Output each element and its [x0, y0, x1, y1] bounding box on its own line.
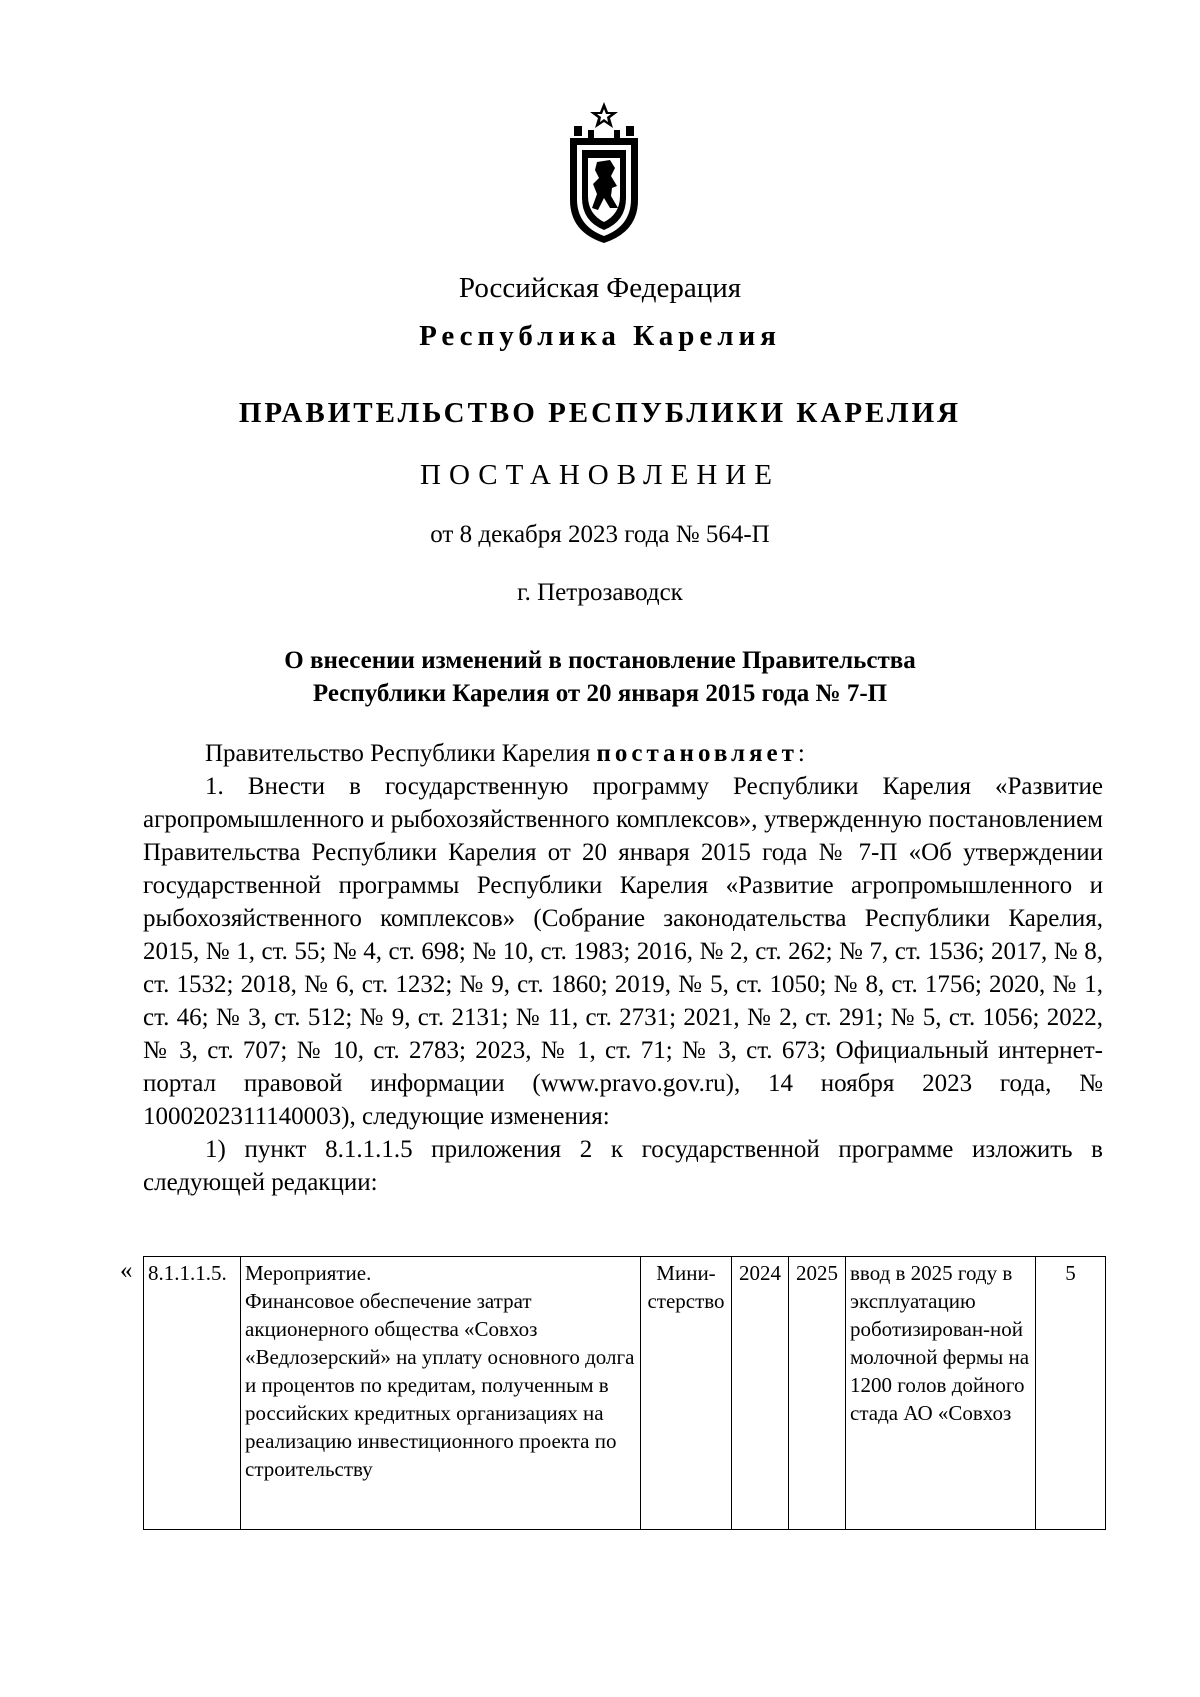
government-name: ПРАВИТЕЛЬСТВО РЕСПУБЛИКИ КАРЕЛИЯ [238, 397, 962, 429]
country-name: Российская Федерация [458, 272, 742, 304]
document-city: г. Петрозаводск [517, 579, 683, 606]
karelia-coat-of-arms-icon [566, 100, 642, 245]
item-1-paragraph: 1. Внести в государственную программу Республики Карелия «Развитие агропромышленного и рыбохозяйственного комплексов», утвержденную постановлением Правительства Республики Карелия от 20 января 2015 года № 7-П «Об утверждении государственной программы Республики Карелия «Развитие агропромышленного и рыбохозяйственного комплексов» (Собрание законодательства Республики Карелия, 2015, № 1, ст. 55; № 4, ст. 698; № 10, ст. 1983; 2016, № 2, ст. 262; № 7, ст. 1536; 2017, № 8, ст. 1532; 2018, № 6, ст. 1232; № 9, ст. 1860; 2019, № 5, ст. 1050; № 8, ст. 1756; 2020, № 1, ст. 46; № 3, ст. 512; № 9, ст. 2131; № 11, ст. 2731; 2021, № 2, ст. 291; № 5, ст. 1056; 2022, № 3, ст. 707; № 10, ст. 2783; 2023, № 1, ст. 71; № 3, ст. 673; Официальный интернет-портал правовой информации (www.pravo.gov.ru), 14 ноября 2023 года, № 1000202311140003), следующие изменения: [143, 773, 1103, 1130]
cell-year-start: 2024 [732, 1257, 789, 1530]
document-subject [0, 644, 1200, 710]
document-date-number: от 8 декабря 2023 года № 564-П [430, 521, 770, 548]
program-items-table [143, 1256, 1106, 1530]
table-open-quote: « [120, 1257, 133, 1284]
cell-executor [641, 1257, 732, 1530]
cell-item-number: 8.1.1.1.5. [144, 1257, 241, 1530]
description-text: Финансовое обеспечение затрат акционерного общества «Совхоз «Ведлозерский» на уплату основного долга и процентов по кредитам, полученным в российских кредитных организациях на реализацию инвестиционного проекта по строительству [245, 1289, 635, 1481]
table-row [144, 1257, 1106, 1530]
subject-line-2: Республики Карелия от 20 января 2015 года № 7-П [312, 680, 888, 707]
intro-paragraph [143, 737, 1103, 770]
cell-result: ввод в 2025 году в эксплуатацию роботизирован-ной молочной фермы на 1200 голов дойного стада АО «Совхоз [846, 1257, 1036, 1530]
executor-line-1: Мини- [656, 1261, 716, 1285]
subitem-1-paragraph: 1) пункт 8.1.1.1.5 приложения 2 к государственной программе изложить в следующей редакции: [143, 1136, 1103, 1196]
document-body [143, 737, 1103, 1199]
cell-description [241, 1257, 641, 1530]
intro-suffix: : [797, 740, 805, 767]
subject-line-1: О внесении изменений в постановление Правительства [284, 647, 916, 674]
republic-name: Республика Карелия [419, 320, 781, 352]
description-title: Мероприятие. [245, 1261, 372, 1285]
intro-spaced-verb: постановляет [596, 740, 798, 767]
cell-last-column: 5 [1036, 1257, 1106, 1530]
document-type: ПОСТАНОВЛЕНИЕ [420, 459, 780, 491]
executor-line-2: стерство [647, 1289, 725, 1313]
cell-year-end: 2025 [789, 1257, 846, 1530]
intro-prefix: Правительство Республики Карелия [205, 740, 597, 767]
